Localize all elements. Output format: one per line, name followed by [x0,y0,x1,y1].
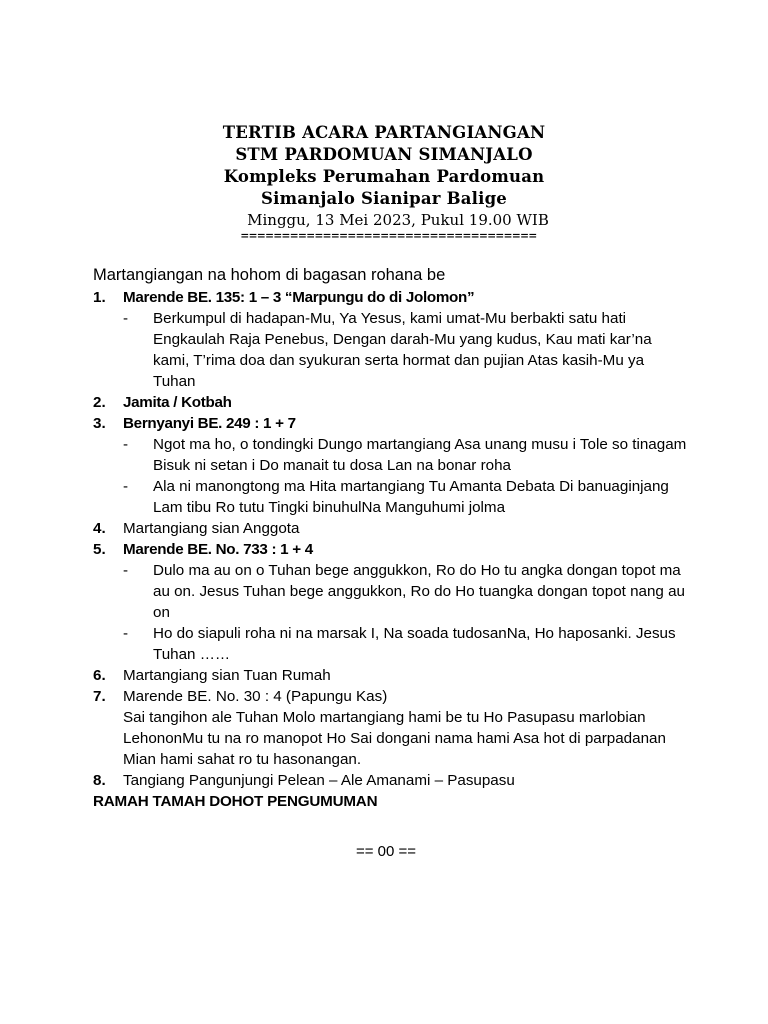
program-item-7 [93,686,713,770]
item-title: Martangiang sian Anggota [123,520,300,537]
dash-marker: - [123,478,129,495]
header-address: Simanjalo Sianipar Balige [260,189,508,208]
hymn-verse [123,623,713,665]
program-item-6 [93,665,713,686]
header-separator: ==================================== [240,229,538,244]
header-organization: STM PARDOMUAN SIMANJALO [235,145,533,164]
dash-marker: - [123,436,129,453]
verse-line: Dulo ma au on o Tuhan bege anggukkon, Ro do Ho tu angka dongan topot ma [153,562,681,579]
program-body [93,264,713,812]
header-title: TERTIB ACARA PARTANGIANGAN [222,123,546,142]
item-number: 4. [93,520,106,537]
dash-marker: - [123,310,129,327]
verse-line: Engkaulah Raja Penebus, Dengan darah-Mu yang kudus, Kau mati kar’na [153,331,652,348]
item-number: 8. [93,772,106,789]
verse-line: on [153,604,170,621]
program-item-4 [93,518,713,539]
hymn-verse [123,308,713,392]
program-item-5 [93,539,713,665]
item-title: Jamita / Kotbah [123,394,232,411]
verse-line: Ala ni manongtong ma Hita martangiang Tu Amanta Debata Di banuaginjang [153,478,669,495]
verse-line: Lam tibu Ro tutu Tingki binuhulNa Manguhumi jolma [153,499,506,516]
verse-line: Tuhan [153,373,196,390]
item-number: 7. [93,688,106,705]
verse-line: Sai tangihon ale Tuhan Molo martangiang hami be tu Ho Pasupasu marlobian [123,709,646,726]
item-title: Martangiang sian Tuan Rumah [123,667,331,684]
item-number: 2. [93,394,106,411]
program-item-1 [93,287,713,392]
header-date: Minggu, 13 Mei 2023, Pukul 19.00 WIB [247,211,549,229]
hymn-verse [123,560,713,623]
hymn-verse [123,476,713,518]
verse-line: au on. Jesus Tuhan bege anggukkon, Ro do Ho tuangka dongan topot nang au [153,583,685,600]
item-number: 3. [93,415,106,432]
end-mark: == 00 == [355,843,417,860]
item-title: Marende BE. 135: 1 – 3 “Marpungu do di Jolomon” [123,289,475,306]
verse-line: Bisuk ni setan i Do manait tu dosa Lan na bonar roha [153,457,511,474]
header-location: Kompleks Perumahan Pardomuan [223,167,545,186]
verse-line: Tuhan …… [153,646,231,663]
item-title: Marende BE. No. 733 : 1 + 4 [123,541,313,558]
program-item-2 [93,392,713,413]
item-title: Tangiang Pangunjungi Pelean – Ale Amanami – Pasupasu [123,772,515,789]
program-item-8 [93,770,713,791]
item-number: 6. [93,667,106,684]
intro-line: Martangiangan na hohom di bagasan rohana be [93,266,446,284]
item-title: Bernyanyi BE. 249 : 1 + 7 [123,415,296,432]
verse-line: LehononMu tu na ro manopot Ho Sai dongani nama hami Asa hot di parpadanan [123,730,666,747]
verse-line: kami, T’rima doa dan syukuran serta hormat dan pujian Atas kasih-Mu ya [153,352,645,369]
program-item-3 [93,413,713,518]
verse-line: Ho do siapuli roha ni na marsak I, Na soada tudosanNa, Ho haposanki. Jesus [153,625,676,642]
verse-line: Berkumpul di hadapan-Mu, Ya Yesus, kami umat-Mu berbakti satu hati [153,310,627,327]
dash-marker: - [123,562,129,579]
document-header [0,122,768,243]
closing-heading: RAMAH TAMAH DOHOT PENGUMUMAN [93,793,378,810]
verse-line: Ngot ma ho, o tondingki Dungo martangiang Asa unang musu i Tole so tinagam [153,436,687,453]
dash-marker: - [123,625,129,642]
item-number: 1. [93,289,106,306]
item-title: Marende BE. No. 30 : 4 (Papungu Kas) [123,688,388,705]
item-number: 5. [93,541,106,558]
hymn-verse [123,434,713,476]
verse-line: Mian hami sahat ro tu hasonangan. [123,751,362,768]
